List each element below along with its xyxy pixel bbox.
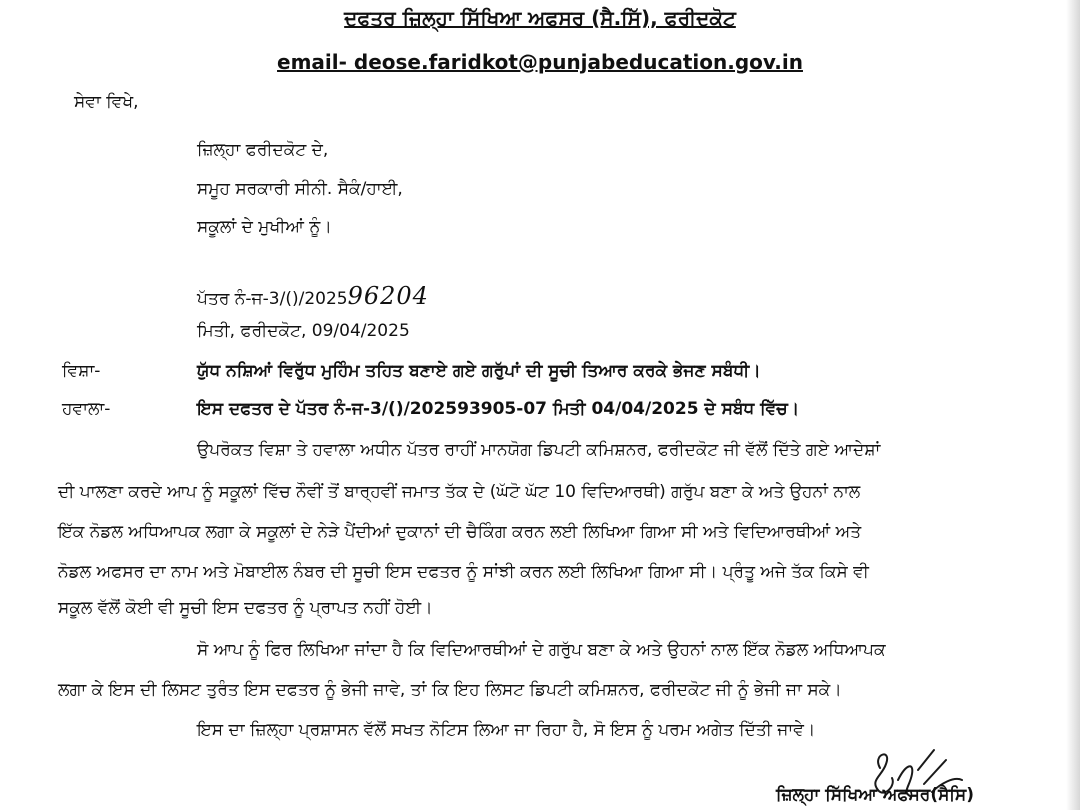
body-paragraph-line: ਨੋਡਲ ਅਫਸਰ ਦਾ ਨਾਮ ਅਤੇ ਮੋਬਾਈਲ ਨੰਬਰ ਦੀ ਸੂਚੀ ਇਸ ਦਫਤਰ ਨੂੰ ਸਾਂਝੀ ਕਰਨ ਲਈ ਲਿਖਿਆ ਗਿਆ ਸੀ। ਪ੍ਰੰਤੂ ਅਜੇ ਤੱਕ ਕਿਸੇ ਵੀ [58,562,869,582]
letter-number-handwritten: 96204 [347,282,429,310]
address-line: ਜ਼ਿਲ੍ਹਾ ਫਰੀਦਕੋਟ ਦੇ, [197,140,329,160]
body-paragraph-line: ਲਗਾ ਕੇ ਇਸ ਦੀ ਲਿਸਟ ਤੁਰੰਤ ਇਸ ਦਫਤਰ ਨੂੰ ਭੇਜੀ ਜਾਵੇ, ਤਾਂ ਕਿ ਇਹ ਲਿਸਟ ਡਿਪਟੀ ਕਮਿਸ਼ਨਰ, ਫਰੀਦਕੋਟ ਜੀ ਨੂੰ ਭੇਜੀ ਜਾ ਸਕੇ। [58,680,842,700]
address-line: ਸਮੂਹ ਸਰਕਾਰੀ ਸੀਨੀ. ਸੈਕੰ/ਹਾਈ, [197,179,403,199]
letter-date: ਮਿਤੀ, ਫਰੀਦਕੋਟ, 09/04/2025 [197,321,410,341]
letter-number [197,282,429,310]
body-paragraph-line: ਉਪਰੋਕਤ ਵਿਸ਼ਾ ਤੇ ਹਵਾਲਾ ਅਧੀਨ ਪੱਤਰ ਰਾਹੀਂ ਮਾਨਯੋਗ ਡਿਪਟੀ ਕਮਿਸ਼ਨਰ, ਫਰੀਦਕੋਟ ਜੀ ਵੱਲੋਂ ਦਿੱਤੇ ਗਏ ਆਦੇਸ਼ਾਂ [197,440,881,460]
body-paragraph-line: ਇੱਕ ਨੋਡਲ ਅਧਿਆਪਕ ਲਗਾ ਕੇ ਸਕੂਲਾਂ ਦੇ ਨੇੜੇ ਪੈਂਦੀਆਂ ਦੁਕਾਨਾਂ ਦੀ ਚੈਕਿੰਗ ਕਰਨ ਲਈ ਲਿਖਿਆ ਗਿਆ ਸੀ ਅਤੇ ਵਿਦਿਆਰਥੀਆਂ ਅਤੇ [58,522,862,542]
office-email: email- deose.faridkot@punjabeducation.gov.in [277,50,803,74]
subject-text: ਯੁੱਧ ਨਸ਼ਿਆਂ ਵਿਰੁੱਧ ਮੁਹਿੰਮ ਤਹਿਤ ਬਣਾਏ ਗਏ ਗਰੁੱਪਾਂ ਦੀ ਸੂਚੀ ਤਿਆਰ ਕਰਕੇ ਭੇਜਣ ਸਬੰਧੀ। [197,361,761,381]
reference-label: ਹਵਾਲਾ- [62,399,111,419]
body-paragraph-line: ਸੋ ਆਪ ਨੂੰ ਫਿਰ ਲਿਖਿਆ ਜਾਂਦਾ ਹੈ ਕਿ ਵਿਦਿਆਰਥੀਆਂ ਦੇ ਗਰੁੱਪ ਬਣਾ ਕੇ ਅਤੇ ਉਹਨਾਂ ਨਾਲ ਇੱਕ ਨੋਡਲ ਅਧਿਆਪਕ [197,640,886,660]
body-paragraph-line: ਦੀ ਪਾਲਣਾ ਕਰਦੇ ਆਪ ਨੂੰ ਸਕੂਲਾਂ ਵਿੱਚ ਨੌਵੀਂ ਤੋਂ ਬਾਰ੍ਹਵੀਂ ਜਮਾਤ ਤੱਕ ਦੇ (ਘੱਟੋ ਘੱਟ 10 ਵਿਦਿਆਰਥੀ) ਗਰੁੱਪ ਬਣਾ ਕੇ ਅਤੇ ਉਹਨਾਂ ਨਾਲ [58,482,861,502]
subject-label: ਵਿਸ਼ਾ- [62,361,101,381]
letter-number-printed: ਪੱਤਰ ਨੰ-ਜ-3/()/2025 [197,289,348,309]
salutation: ਸੇਵਾ ਵਿਖੇ, [74,92,139,112]
office-heading: ਦਫਤਰ ਜ਼ਿਲ੍ਹਾ ਸਿੱਖਿਆ ਅਫਸਰ (ਸੈ.ਸਿੱ), ਫਰੀਦਕੋਟ [344,6,736,30]
signature-designation: ਜ਼ਿਲ੍ਹਾ ਸਿੱਖਿਆ ਅਫਸਰ(ਸੈਸਿ) [776,785,974,805]
body-paragraph-line: ਇਸ ਦਾ ਜ਼ਿਲ੍ਹਾ ਪ੍ਰਸ਼ਾਸਨ ਵੱਲੋਂ ਸਖਤ ਨੋਟਿਸ ਲਿਆ ਜਾ ਰਿਹਾ ਹੈ, ਸੋ ਇਸ ਨੂੰ ਪਰਮ ਅਗੇਤ ਦਿੱਤੀ ਜਾਵੇ। [197,720,816,740]
reference-text: ਇਸ ਦਫਤਰ ਦੇ ਪੱਤਰ ਨੰ-ਜ-3/()/202593905-07 ਮਿਤੀ 04/04/2025 ਦੇ ਸਬੰਧ ਵਿੱਚ। [197,399,800,419]
address-line: ਸਕੂਲਾਂ ਦੇ ਮੁਖੀਆਂ ਨੂੰ। [197,217,332,237]
body-paragraph-line: ਸਕੂਲ ਵੱਲੋਂ ਕੋਈ ਵੀ ਸੂਚੀ ਇਸ ਦਫਤਰ ਨੂੰ ਪ੍ਰਾਪਤ ਨਹੀਂ ਹੋਈ। [58,598,433,618]
page-edge-shadow [1066,0,1080,810]
